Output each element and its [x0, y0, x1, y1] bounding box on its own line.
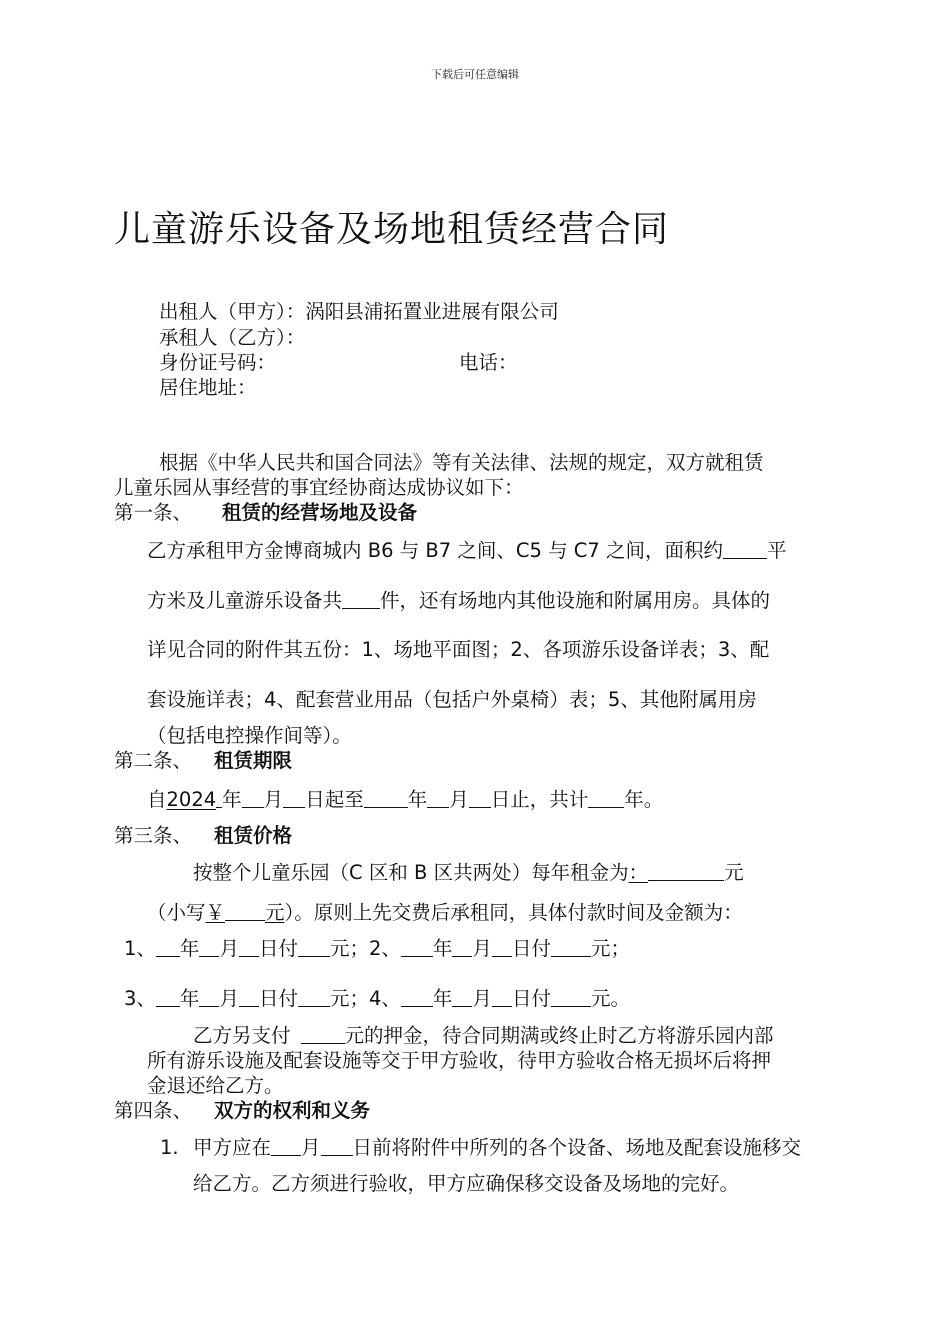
fill-in-blank — [321, 1134, 353, 1156]
article-3-lowercase-line — [147, 899, 743, 926]
fill-in-blank — [452, 935, 472, 957]
fill-in-blank — [199, 985, 219, 1007]
text-fragment: 日起至 — [305, 788, 364, 811]
fill-in-blank — [225, 899, 265, 921]
article-3-number: 第三条、 — [114, 824, 193, 847]
deposit-line-3: 金退还给乙方。 — [147, 1074, 284, 1097]
fill-in-blank — [401, 985, 433, 1007]
text-fragment: 月 — [449, 788, 469, 811]
deposit-line-1 — [193, 1022, 774, 1049]
text-fragment: 月 — [301, 1136, 321, 1159]
page-title: 儿童游乐设备及场地租赁经营合同 — [114, 209, 670, 250]
payment-line-1 — [124, 935, 630, 962]
fill-in-blank — [588, 786, 624, 808]
area-blank — [723, 537, 767, 559]
text-fragment: 日付 — [511, 987, 551, 1010]
article-4-item-1-number: 1. — [160, 1136, 179, 1159]
text-fragment: 元。 — [590, 987, 630, 1010]
article-4-item-1-line-1 — [193, 1134, 801, 1161]
text-fragment: 年 — [432, 937, 453, 960]
text-fragment: 乙方承租甲方金博商城内 B6 与 B7 之间、C5 与 C7 之间，面积约 — [147, 539, 724, 562]
fill-in-blank — [551, 985, 591, 1007]
article-2-number: 第二条、 — [114, 749, 193, 772]
article-1-title: 租赁的经营场地及设备 — [222, 501, 418, 524]
text-fragment: 4、 — [368, 987, 401, 1010]
fill-in-blank — [239, 935, 259, 957]
text-fragment: 乙方另支付 — [193, 1024, 291, 1047]
text-fragment: 元 — [724, 861, 744, 884]
address-label: 居住地址： — [159, 376, 257, 399]
text-fragment: 甲方应在 — [193, 1136, 272, 1159]
text-fragment: 元； — [329, 987, 369, 1010]
text-fragment: 3、 — [124, 987, 156, 1010]
fill-in-blank — [492, 935, 512, 957]
article-1-number: 第一条、 — [114, 501, 193, 524]
text-fragment: 2、 — [368, 937, 401, 960]
text-fragment: 元 — [265, 901, 285, 924]
text-fragment: 日付 — [258, 987, 298, 1010]
id-number-label: 身份证号码： — [159, 351, 277, 374]
fill-in-blank — [364, 786, 408, 808]
fill-in-blank — [492, 985, 512, 1007]
article-4-heading — [114, 1097, 370, 1124]
article-2-heading — [114, 747, 292, 774]
article-1-line-2 — [147, 587, 770, 614]
lessee-line: 承租人（乙方）： — [159, 326, 306, 349]
payment-line-2 — [124, 985, 630, 1012]
text-fragment: 日付 — [258, 937, 298, 960]
text-fragment: 月 — [472, 987, 492, 1010]
text-fragment: 年 — [179, 937, 200, 960]
text-fragment: 日前将附件中所列的各个设备、场地及配套设施移交 — [352, 1136, 802, 1159]
text-fragment: 方米及儿童游乐设备共 — [147, 589, 343, 612]
fill-in-blank — [452, 985, 472, 1007]
text-fragment: 月 — [219, 937, 239, 960]
fill-in-blank — [551, 935, 591, 957]
fill-in-blank — [298, 935, 330, 957]
text-fragment: 元； — [590, 937, 630, 960]
lessor-name: 涡阳县浦拓置业进展有限公司 — [305, 300, 559, 323]
text-fragment: （小写 — [147, 901, 206, 924]
annual-rent-blank — [648, 859, 724, 881]
phone-label: 电话： — [459, 351, 518, 374]
article-4-number: 第四条、 — [114, 1099, 193, 1122]
fill-in-blank — [401, 935, 433, 957]
fill-in-blank — [283, 786, 305, 808]
fill-in-blank — [156, 985, 180, 1007]
start-year: 2024 — [166, 788, 217, 811]
text-fragment: 自 — [147, 788, 167, 811]
text-fragment: 件，还有场地内其他设施和附属用房。具体的 — [380, 589, 771, 612]
text-fragment: 月 — [219, 987, 239, 1010]
lessor-line — [159, 298, 559, 325]
article-2-title: 租赁期限 — [214, 749, 293, 772]
article-4-item-1-line-2: 给乙方。乙方须进行验收，甲方应确保移交设备及场地的完好。 — [193, 1172, 740, 1195]
text-fragment: 元的押金，待合同期满或终止时乙方将游乐园内部 — [344, 1024, 774, 1047]
text-fragment: ￥ — [205, 901, 226, 924]
text-fragment: 年 — [407, 788, 428, 811]
article-1-heading — [114, 499, 417, 526]
article-1-line-3: 详见合同的附件其五份：1、场地平面图；2、各项游乐设备详表；3、配 — [147, 638, 770, 661]
text-fragment: ）。原则上先交费后承租同，具体付款时间及金额为： — [284, 901, 743, 924]
article-3-rent-line — [193, 859, 744, 886]
preamble-line-1: 根据《中华人民共和国合同法》等有关法律、法规的规定，双方就租赁 — [159, 451, 764, 474]
fill-in-blank — [298, 985, 330, 1007]
text-fragment: ： — [628, 861, 649, 884]
text-fragment: 年 — [222, 788, 242, 811]
fill-in-blank — [239, 985, 259, 1007]
text-fragment: 日付 — [511, 937, 551, 960]
article-3-heading — [114, 822, 292, 849]
text-fragment: 日止，共计 — [490, 788, 589, 811]
deposit-line-2: 所有游乐设施及配套设施等交于甲方验收，待甲方验收合格无损坏后将押 — [147, 1049, 772, 1072]
device-count-blank — [342, 587, 380, 609]
page-header: 下载后可任意编辑 — [431, 68, 519, 81]
text-fragment: 月 — [472, 937, 492, 960]
text-fragment: 元； — [329, 937, 369, 960]
lessor-label: 出租人（甲方）： — [159, 300, 306, 323]
fill-in-blank — [469, 786, 491, 808]
text-fragment: 平 — [767, 539, 787, 562]
fill-in-blank — [427, 786, 449, 808]
text-fragment: 按整个儿童乐园（C 区和 B 区共两处）每年租金为 — [193, 861, 629, 884]
text-fragment: 1、 — [124, 937, 156, 960]
article-1-line-5: （包括电控操作间等）。 — [147, 724, 352, 747]
fill-in-blank — [242, 786, 264, 808]
text-fragment: 月 — [263, 788, 284, 811]
article-3-title: 租赁价格 — [214, 824, 293, 847]
text-fragment: 年 — [432, 987, 453, 1010]
text-fragment: 年。 — [624, 788, 664, 811]
preamble-line-2: 儿童乐园从事经营的事宜经协商达成协议如下： — [114, 476, 524, 499]
article-4-title: 双方的权利和义务 — [214, 1099, 371, 1122]
article-2-term-line — [147, 786, 663, 813]
fill-in-blank — [271, 1134, 301, 1156]
fill-in-blank — [156, 935, 180, 957]
article-1-line-4: 套设施详表；4、配套营业用品（包括户外桌椅）表；5、其他附属用房 — [147, 688, 757, 711]
deposit-blank — [301, 1022, 345, 1044]
article-1-line-1 — [147, 537, 787, 564]
text-fragment: 年 — [179, 987, 200, 1010]
fill-in-blank — [199, 935, 219, 957]
